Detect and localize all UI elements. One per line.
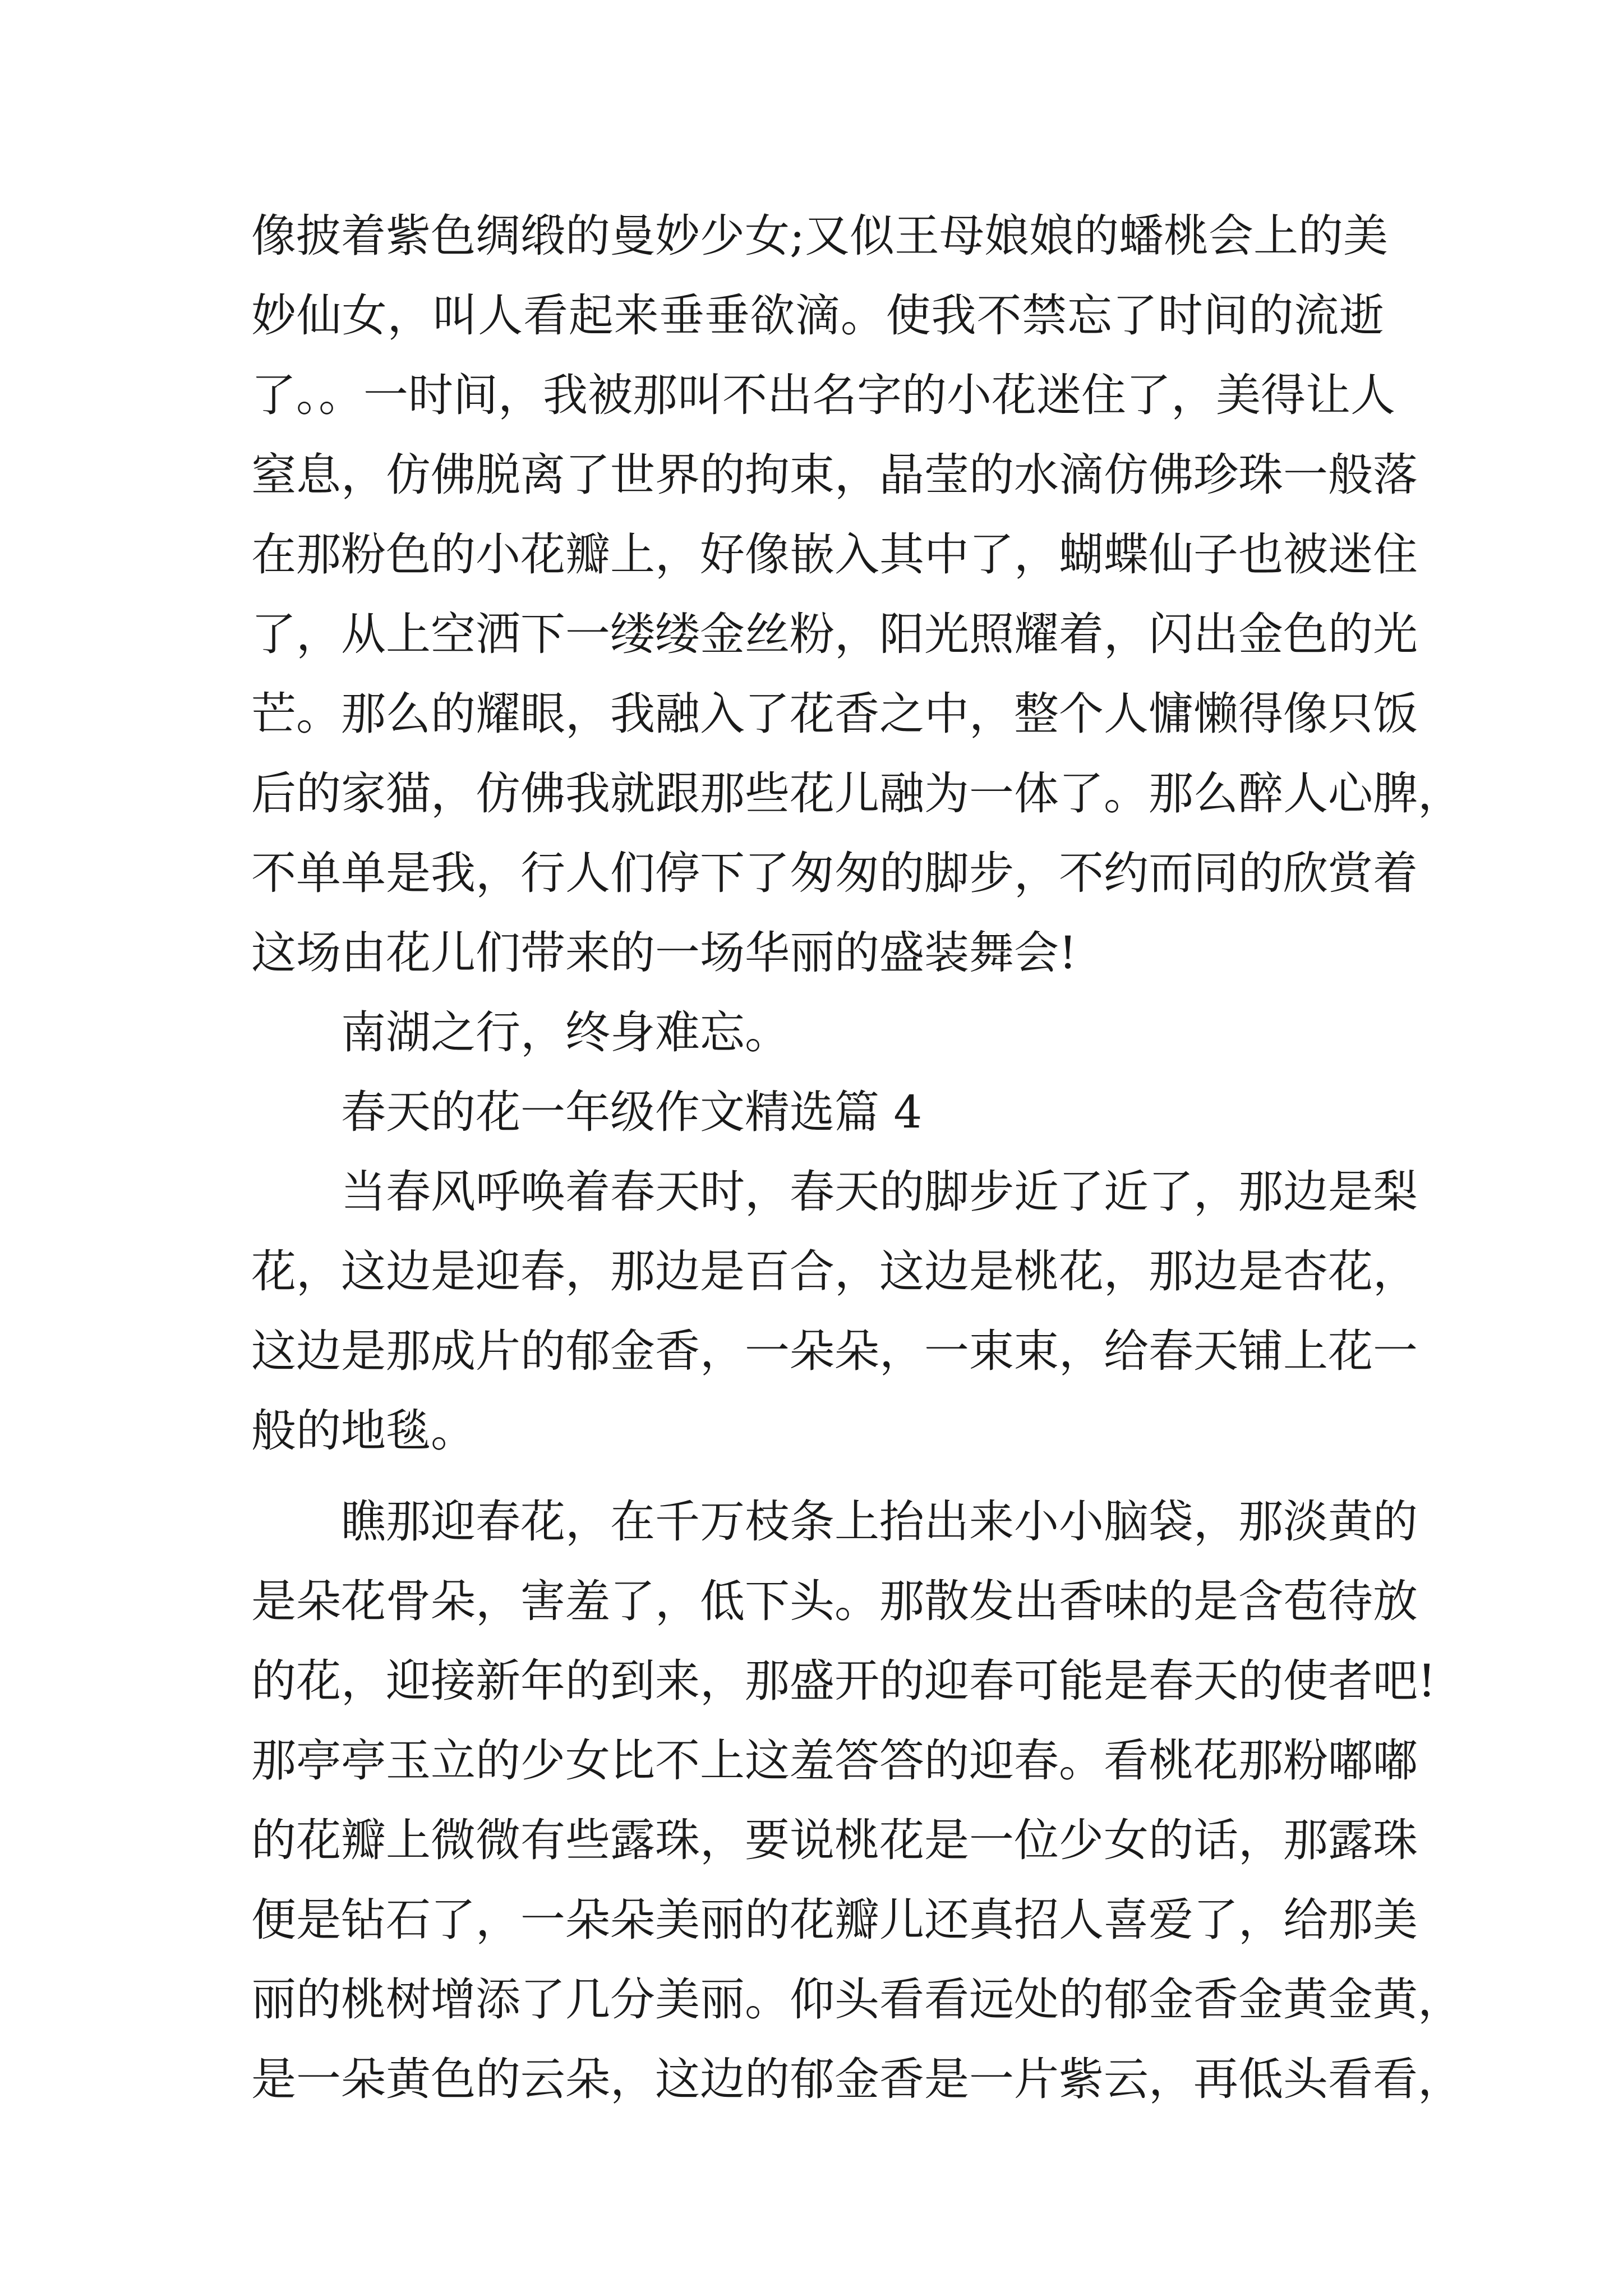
paragraph-4 [251, 1152, 1418, 1471]
paragraph-5 [251, 1482, 1463, 2119]
text-line: 瞧那迎春花，在千万枝条上抬出来小小脑袋，那淡黄的 [341, 1496, 1418, 1548]
text-line: 这边是那成片的郁金香，一朵朵，一束束，给春天铺上花一 [251, 1325, 1418, 1377]
text-line: 花，这边是迎春，那边是百合，这边是桃花，那边是杏花， [251, 1245, 1418, 1297]
text-line: 丽的桃树增添了几分美丽。仰头看看远处的郁金香金黄金黄， [251, 1973, 1463, 2026]
text-line: 妙仙女，叫人看起来垂垂欲滴。使我不禁忘了时间的流逝 [251, 289, 1384, 342]
text-line: 便是钻石了，一朵朵美丽的花瓣儿还真招人喜爱了，给那美 [251, 1894, 1418, 1946]
text-line: 的花瓣上微微有些露珠，要说桃花是一位少女的话，那露珠 [251, 1814, 1418, 1866]
text-line: 的花，迎接新年的到来，那盛开的迎春可能是春天的使者吧! [251, 1655, 1436, 1707]
document-body [251, 196, 1463, 2119]
text-line: 在那粉色的小花瓣上，好像嵌入其中了，蝴蝶仙子也被迷住 [251, 528, 1418, 581]
paragraph-1 [251, 196, 1463, 993]
text-line: 南湖之行，终身难忘。 [341, 1006, 790, 1059]
text-line: 当春风呼唤着春天时，春天的脚步近了近了，那边是梨 [341, 1166, 1418, 1218]
text-line: 是朵花骨朵，害羞了，低下头。那散发出香味的是含苞待放 [251, 1575, 1418, 1627]
text-line: 不单单是我，行人们停下了匆匆的脚步，不约而同的欣赏着 [251, 847, 1418, 899]
text-line: 般的地毯。 [251, 1405, 476, 1457]
paragraph-2 [251, 993, 1384, 1073]
text-line: 了，从上空洒下一缕缕金丝粉，阳光照耀着，闪出金色的光 [251, 608, 1418, 660]
text-line: 芒。那么的耀眼，我融入了花香之中，整个人慵懒得像只饭 [251, 688, 1418, 740]
text-line: 像披着紫色绸缎的曼妙少女;又似王母娘娘的蟠桃会上的美 [251, 210, 1388, 262]
text-line: 了。。一时间，我被那叫不出名字的小花迷住了，美得让人 [251, 369, 1395, 421]
text-line: 那亭亭玉立的少女比不上这羞答答的迎春。看桃花那粉嘟嘟 [251, 1734, 1418, 1787]
text-line: 这场由花儿们带来的一场华丽的盛装舞会! [251, 927, 1077, 979]
text-line: 窒息，仿佛脱离了世界的拘束，晶莹的水滴仿佛珍珠一般落 [251, 449, 1418, 501]
text-line: 是一朵黄色的云朵，这边的郁金香是一片紫云，再低头看看， [251, 2053, 1463, 2105]
text-line: 后的家猫，仿佛我就跟那些花儿融为一体了。那么醉人心脾， [251, 767, 1463, 820]
section-heading [251, 1073, 1384, 1152]
heading-text: 春天的花一年级作文精选篇 4 [341, 1086, 923, 1138]
paragraph-spacer [251, 1471, 1384, 1482]
